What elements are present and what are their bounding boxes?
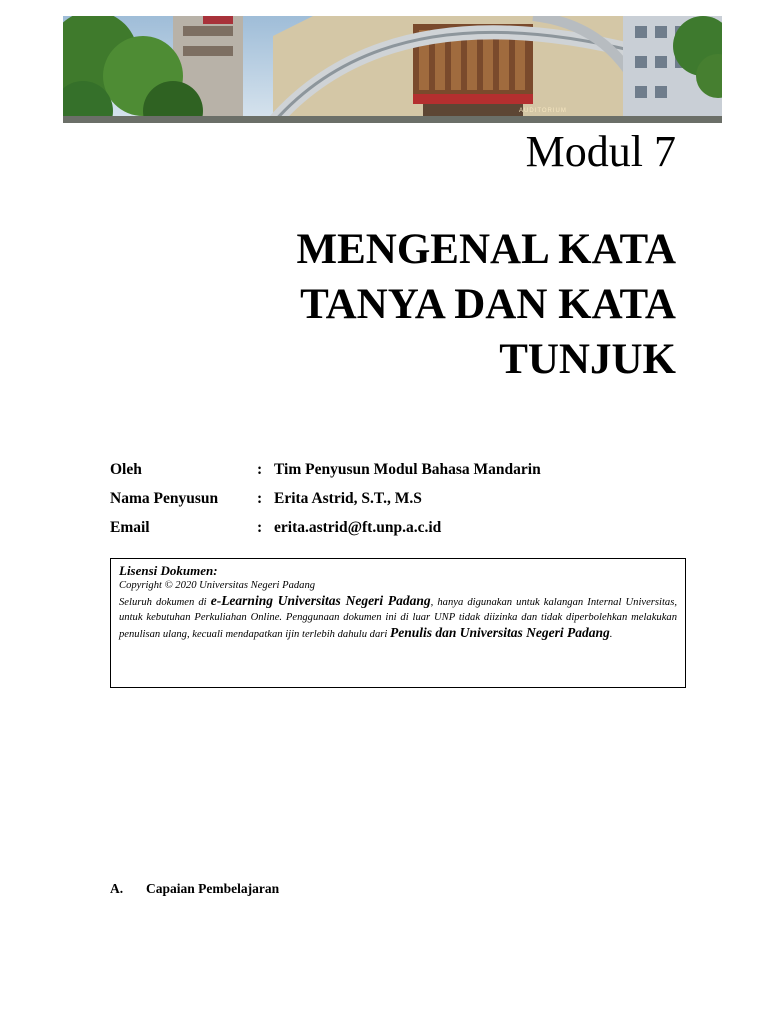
license-body <box>119 593 677 642</box>
info-label: Nama Penyusun <box>110 489 219 507</box>
info-value: Erita Astrid, S.T., M.S <box>274 489 422 507</box>
module-title-line: TANYA DAN KATA <box>300 281 676 328</box>
license-emphasis: Penulis dan Universitas Negeri Padang <box>390 625 610 640</box>
author-info <box>110 455 690 542</box>
license-text: . <box>609 629 613 640</box>
info-value: Tim Penyusun Modul Bahasa Mandarin <box>274 460 541 478</box>
info-row-oleh <box>110 455 690 484</box>
section-letter: A. <box>110 881 124 896</box>
info-colon: : <box>257 460 263 478</box>
module-title <box>206 222 676 387</box>
license-text: Seluruh dokumen di <box>119 597 211 608</box>
license-text: , hanya digunakan untuk kalangan Internal Universitas, untuk kebutuhan Perkuliahan Online. Penggunaan dokumen ini di luar UNP tidak diizinka dan tidak diperbolehkan melakukan penulisan ulang, kecuali mendapatkan ijin terlebih dahulu dari <box>119 597 677 640</box>
module-title-line: MENGENAL KATA <box>296 226 676 273</box>
module-number: Modul 7 <box>525 127 676 176</box>
email-value: erita.astrid@ft.unp.a.c.id <box>274 518 442 536</box>
info-row-nama-penyusun <box>110 484 690 513</box>
info-colon: : <box>257 518 263 536</box>
module-title-line: TUNJUK <box>499 336 676 383</box>
info-colon: : <box>257 489 263 507</box>
info-row-email <box>110 513 690 542</box>
license-heading: Lisensi Dokumen: <box>119 563 218 578</box>
auditorium-sign: AUDITORIUM <box>519 108 567 114</box>
section-heading <box>110 881 279 897</box>
info-label: Oleh <box>110 460 142 478</box>
banner-photo <box>63 16 722 123</box>
license-emphasis: e-Learning Universitas Negeri Padang <box>210 593 431 608</box>
info-label: Email <box>110 518 150 536</box>
license-box <box>110 558 686 688</box>
license-copyright: Copyright © 2020 Universitas Negeri Padang <box>119 580 316 591</box>
campus-auditorium-photo-icon <box>63 16 722 123</box>
section-title: Capaian Pembelajaran <box>146 881 280 896</box>
